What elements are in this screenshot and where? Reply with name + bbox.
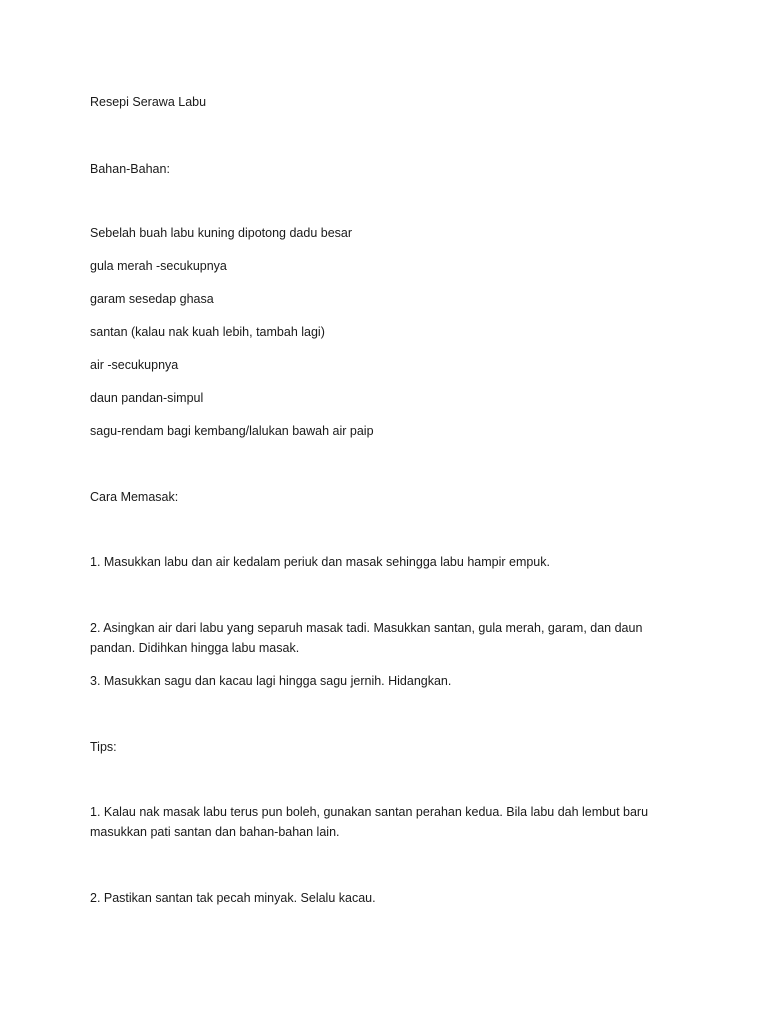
ingredient-item: santan (kalau nak kuah lebih, tambah lagi) [90, 325, 325, 339]
tip-item: 1. Kalau nak masak labu terus pun boleh, gunakan santan perahan kedua. Bila labu dah lembut baru masukkan pati santan dan bahan-bahan lain. [90, 805, 649, 839]
ingredient-item: sagu-rendam bagi kembang/lalukan bawah air paip [90, 424, 374, 438]
method-step: 2. Asingkan air dari labu yang separuh masak tadi. Masukkan santan, gula merah, garam, dan daun pandan. Didihkan hingga labu masak. [90, 621, 643, 655]
ingredient-item: air -secukupnya [90, 358, 179, 372]
method-heading: Cara Memasak: [90, 490, 179, 504]
ingredient-item: Sebelah buah labu kuning dipotong dadu besar [90, 226, 353, 240]
document-title: Resepi Serawa Labu [90, 95, 207, 109]
method-step: 3. Masukkan sagu dan kacau lagi hingga sagu jernih. Hidangkan. [90, 674, 452, 688]
ingredient-item: gula merah -secukupnya [90, 259, 227, 273]
ingredient-item: daun pandan-simpul [90, 391, 204, 405]
ingredients-heading: Bahan-Bahan: [90, 162, 170, 176]
tips-heading: Tips: [90, 740, 117, 754]
tip-item: 2. Pastikan santan tak pecah minyak. Selalu kacau. [90, 891, 376, 905]
ingredient-item: garam sesedap ghasa [90, 292, 214, 306]
method-step: 1. Masukkan labu dan air kedalam periuk dan masak sehingga labu hampir empuk. [90, 555, 550, 569]
